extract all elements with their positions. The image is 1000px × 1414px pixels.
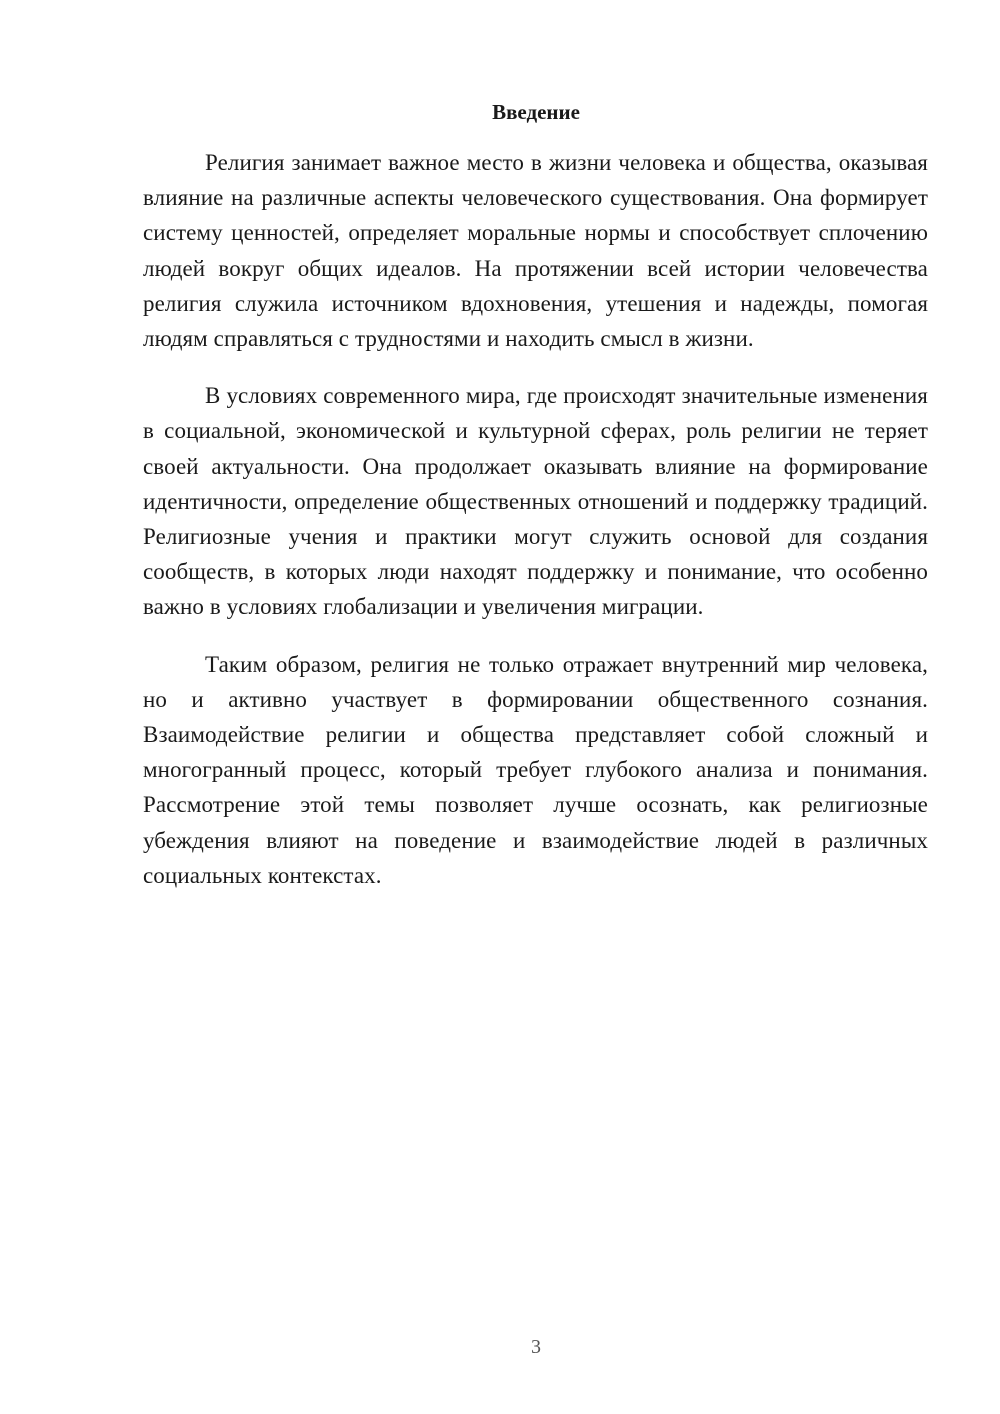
paragraph-2: В условиях современного мира, где происходят значительные изменения в социальной, экономической и культурной сферах, роль религии не теряет своей актуальности. Она продолжает оказывать влияние на формирование идентичности, определение общественных отношений и поддержку традиций. Религиозные учения и практики могут служить основой для создания сообществ, в которых люди находят поддержку и понимание, что особенно важно в условиях глобализации и увеличения миграции.: [143, 383, 928, 620]
paragraph-3: Таким образом, религия не только отражает внутренний мир человека, но и активно участвует в формировании общественного сознания. Взаимодействие религии и общества представляет собой сложный и многогранный процесс, который требует глубокого анализа и понимания. Рассмотрение этой темы позволяет лучше осознать, как религиозные убеждения влияют на поведение и взаимодействие людей в различных социальных контекстах.: [143, 651, 928, 888]
page-number: 3: [531, 1336, 541, 1358]
body-text: [143, 145, 928, 915]
paragraph-1: Религия занимает важное место в жизни человека и общества, оказывая влияние на различные аспекты человеческого существования. Она формирует систему ценностей, определяет моральные нормы и способствует сплочению людей вокруг общих идеалов. На протяжении всей истории человечества религия служила источником вдохновения, утешения и надежды, помогая людям справляться с трудностями и находить смысл в жизни.: [143, 150, 928, 352]
section-heading: Введение: [492, 100, 580, 124]
